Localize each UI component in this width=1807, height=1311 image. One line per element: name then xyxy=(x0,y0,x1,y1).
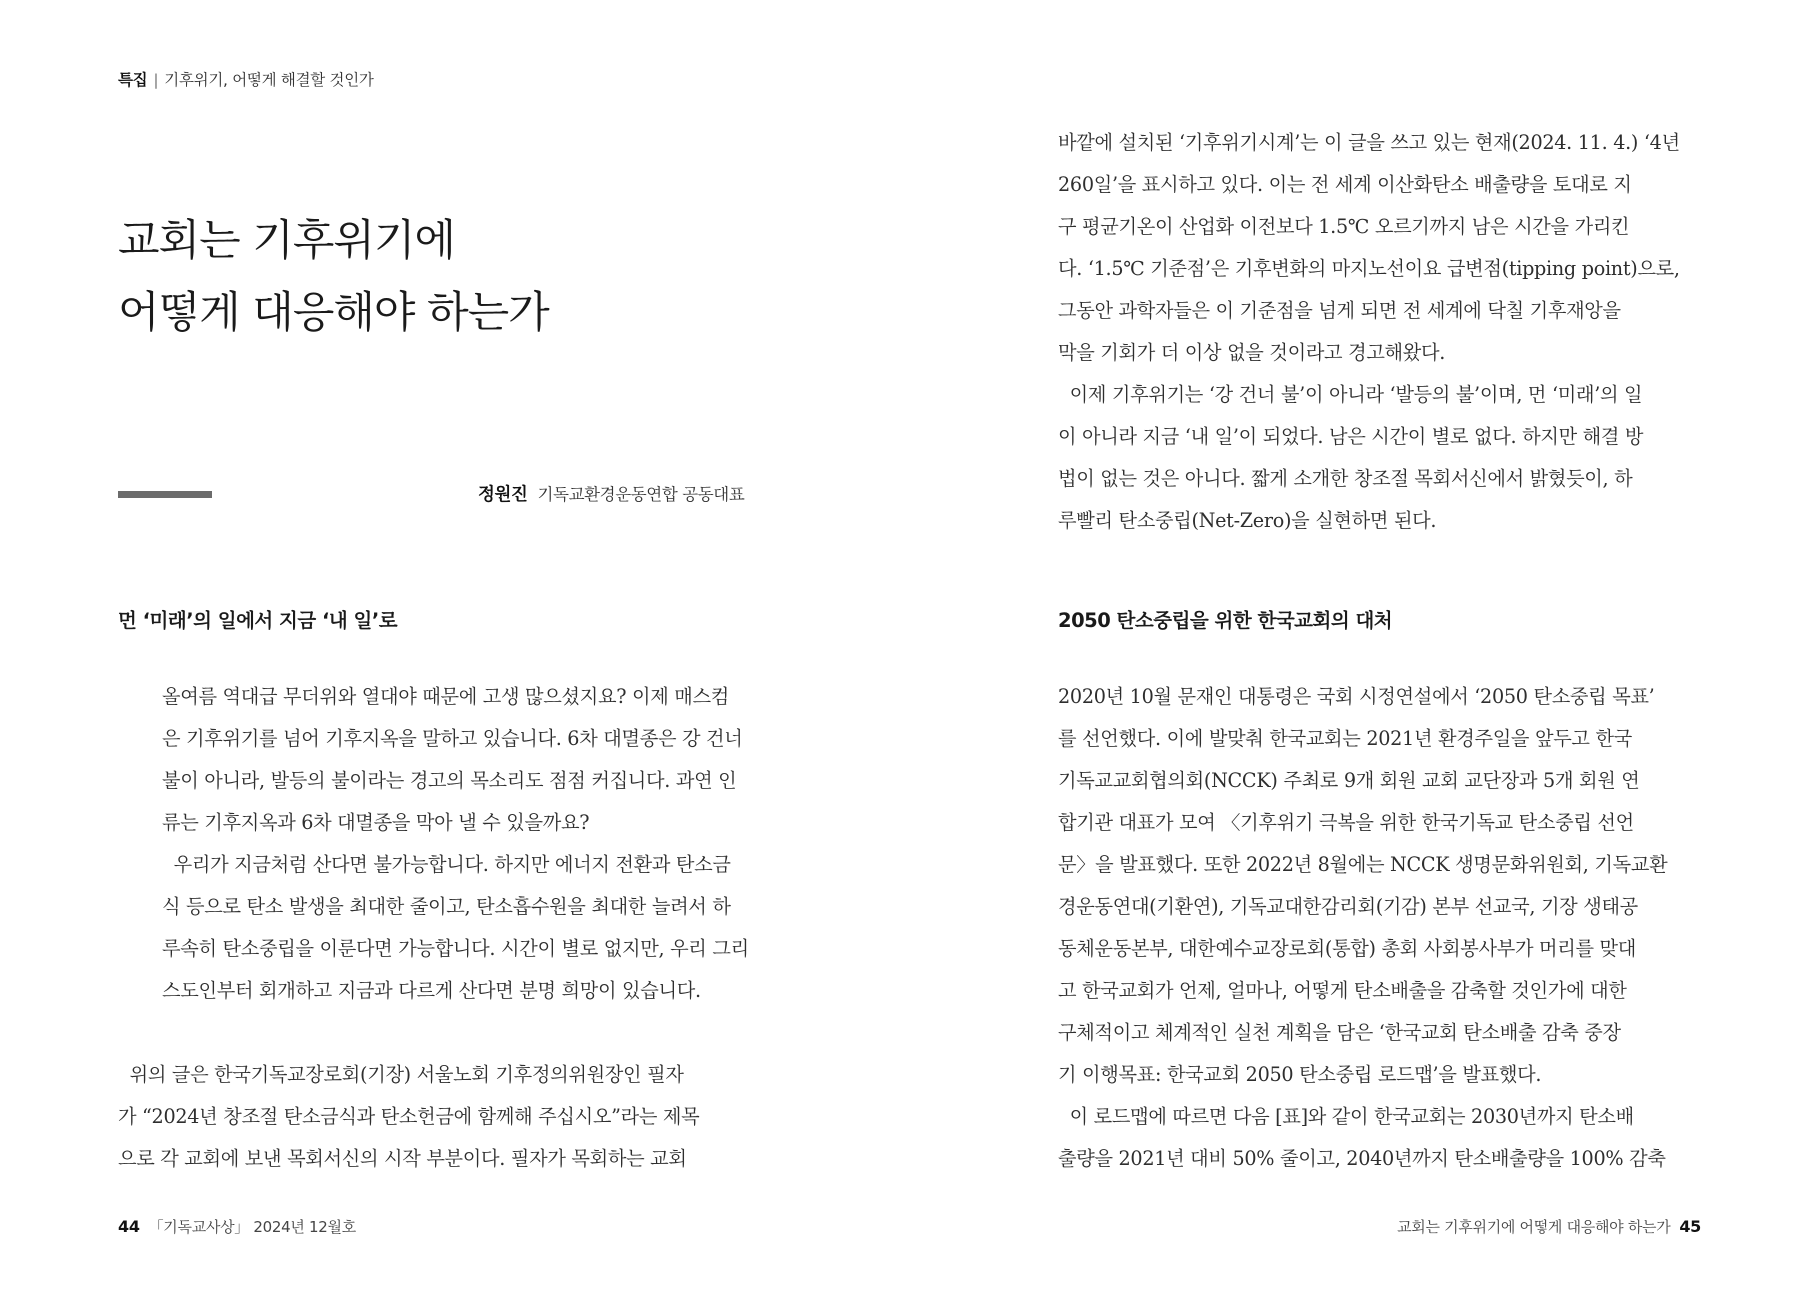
body-line: 구 평균기온이 산업화 이전보다 1.5℃ 오르기까지 남은 시간을 가리킨 xyxy=(1058,215,1630,238)
body-line: 경운동연대(기환연), 기독교대한감리회(기감) 본부 선교국, 기장 생태공 xyxy=(1058,895,1638,918)
left-footer xyxy=(118,1216,356,1237)
author-byline xyxy=(478,481,744,506)
intro-text xyxy=(1058,122,1680,542)
running-header xyxy=(118,68,374,90)
running-title: 교회는 기후위기에 어떻게 대응해야 하는가 xyxy=(1397,1218,1671,1236)
article-title xyxy=(118,205,549,349)
body-line: 문〉을 발표했다. 또한 2022년 8월에는 NCCK 생명문화위원회, 기독교환 xyxy=(1058,853,1668,876)
body-text xyxy=(118,1054,699,1180)
author-affiliation: 기독교환경운동연합 공동대표 xyxy=(537,485,745,504)
page-number: 45 xyxy=(1679,1217,1701,1236)
body-line: 막을 기회가 더 이상 없을 것이라고 경고해왔다. xyxy=(1058,341,1446,364)
body-line: 이 로드맵에 따르면 다음 [표]와 같이 한국교회는 2030년까지 탄소배 xyxy=(1058,1105,1634,1128)
quote-line: 은 기후위기를 넘어 기후지옥을 말하고 있습니다. 6차 대멸종은 강 건너 xyxy=(162,727,743,750)
body-line: 바깥에 설치된 ‘기후위기시계’는 이 글을 쓰고 있는 현재(2024. 11. 4.) ‘4년 xyxy=(1058,131,1680,154)
quote-line: 식 등으로 탄소 발생을 최대한 줄이고, 탄소흡수원을 최대한 늘려서 하 xyxy=(162,895,731,918)
body-line: 구체적이고 체계적인 실천 계획을 담은 ‘한국교회 탄소배출 감축 중장 xyxy=(1058,1021,1621,1044)
body-line: 루빨리 탄소중립(Net-Zero)을 실현하면 된다. xyxy=(1058,509,1437,532)
quote-line: 류는 기후지옥과 6차 대멸종을 막아 낼 수 있을까요? xyxy=(162,811,590,834)
quote-line: 루속히 탄소중립을 이룬다면 가능합니다. 시간이 별로 없지만, 우리 그리 xyxy=(162,937,749,960)
body-text xyxy=(1058,676,1667,1180)
body-line: 260일’을 표시하고 있다. 이는 전 세계 이산화탄소 배출량을 토대로 지 xyxy=(1058,173,1632,196)
page-number: 44 xyxy=(118,1217,140,1236)
body-line: 기 이행목표: 한국교회 2050 탄소중립 로드맵’을 발표했다. xyxy=(1058,1063,1542,1086)
body-line: 동체운동본부, 대한예수교장로회(통합) 총회 사회봉사부가 머리를 맞대 xyxy=(1058,937,1636,960)
header-topic: 기후위기, 어떻게 해결할 것인가 xyxy=(164,71,374,89)
body-line: 으로 각 교회에 보낸 목회서신의 시작 부분이다. 필자가 목회하는 교회 xyxy=(118,1147,687,1170)
author-name: 정원진 xyxy=(478,485,528,505)
publication-info: 「기독교사상」 2024년 12월호 xyxy=(148,1218,356,1236)
title-line: 어떻게 대응해야 하는가 xyxy=(118,288,549,338)
body-line: 이 아니라 지금 ‘내 일’이 되었다. 남은 시간이 별로 없다. 하지만 해결 방 xyxy=(1058,425,1644,448)
body-line: 다. ‘1.5℃ 기준점’은 기후변화의 마지노선이요 급변점(tipping point)으로, xyxy=(1058,257,1680,280)
quote-line: 스도인부터 회개하고 지금과 다르게 산다면 분명 희망이 있습니다. xyxy=(162,979,701,1002)
header-section-label: 특집 xyxy=(118,71,148,89)
title-divider-bar xyxy=(118,491,212,498)
body-line: 이제 기후위기는 ‘강 건너 불’이 아니라 ‘발등의 불’이며, 먼 ‘미래’의 일 xyxy=(1058,383,1643,406)
body-line: 그동안 과학자들은 이 기준점을 넘게 되면 전 세계에 닥칠 기후재앙을 xyxy=(1058,299,1621,322)
body-line: 출량을 2021년 대비 50% 줄이고, 2040년까지 탄소배출량을 100% 감축 xyxy=(1058,1147,1666,1170)
body-line: 고 한국교회가 언제, 얼마나, 어떻게 탄소배출을 감축할 것인가에 대한 xyxy=(1058,979,1627,1002)
section-heading: 2050 탄소중립을 위한 한국교회의 대처 xyxy=(1058,609,1393,632)
quote-line: 불이 아니라, 발등의 불이라는 경고의 목소리도 점점 커집니다. 과연 인 xyxy=(162,769,737,792)
quote-line: 올여름 역대급 무더위와 열대야 때문에 고생 많으셨지요? 이제 매스컴 xyxy=(162,685,729,708)
body-line: 가 “2024년 창조절 탄소금식과 탄소헌금에 함께해 주십시오”라는 제목 xyxy=(118,1105,700,1128)
body-line: 2020년 10월 문재인 대통령은 국회 시정연설에서 ‘2050 탄소중립 목표’ xyxy=(1058,685,1655,708)
body-line: 법이 없는 것은 아니다. 짧게 소개한 창조절 목회서신에서 밝혔듯이, 하 xyxy=(1058,467,1633,490)
title-line: 교회는 기후위기에 xyxy=(118,216,455,266)
quoted-pastoral-letter xyxy=(162,676,749,1012)
quote-line: 우리가 지금처럼 산다면 불가능합니다. 하지만 에너지 전환과 탄소금 xyxy=(162,853,731,876)
body-line: 위의 글은 한국기독교장로회(기장) 서울노회 기후정의위원장인 필자 xyxy=(118,1063,684,1086)
header-separator: | xyxy=(153,71,159,89)
right-footer xyxy=(1397,1216,1701,1237)
body-line: 기독교교회협의회(NCCK) 주최로 9개 회원 교회 교단장과 5개 회원 연 xyxy=(1058,769,1640,792)
body-line: 를 선언했다. 이에 발맞춰 한국교회는 2021년 환경주일을 앞두고 한국 xyxy=(1058,727,1632,750)
body-line: 합기관 대표가 모여 〈기후위기 극복을 위한 한국기독교 탄소중립 선언 xyxy=(1058,811,1634,834)
section-heading: 먼 ‘미래’의 일에서 지금 ‘내 일’로 xyxy=(118,609,398,632)
